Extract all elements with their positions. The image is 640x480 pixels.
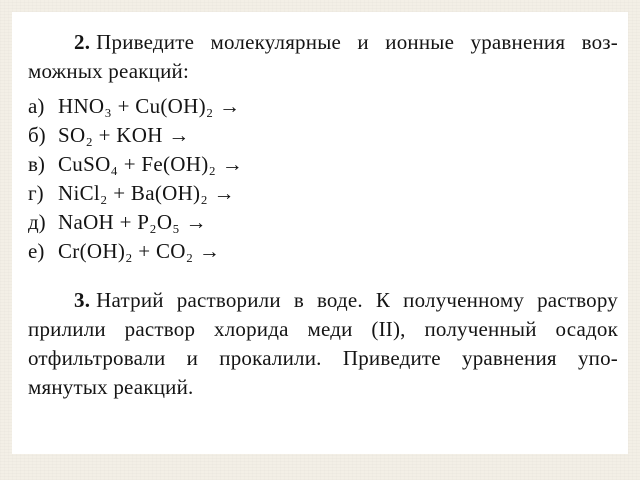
reaction-formula: CuSO₄ + Fe(OH)₂ →	[58, 152, 244, 176]
task-2-statement	[28, 28, 618, 86]
task-2	[28, 28, 618, 266]
reaction-marker: в)	[28, 152, 45, 176]
reaction-list	[28, 92, 618, 266]
slide-page	[12, 12, 628, 454]
task-3-statement	[28, 286, 618, 402]
reaction-marker: г)	[28, 181, 44, 205]
reaction-item	[28, 150, 618, 179]
reaction-formula: SO₂ + KOH →	[58, 123, 190, 147]
reaction-formula: HNO₃ + Cu(OH)₂ →	[58, 94, 241, 118]
task-3	[28, 286, 618, 402]
reaction-item	[28, 92, 618, 121]
reaction-marker: б)	[28, 123, 46, 147]
reaction-item	[28, 121, 618, 150]
reaction-item	[28, 208, 618, 237]
task-3-number: 3.	[74, 288, 91, 312]
reaction-formula: NiCl₂ + Ba(OH)₂ →	[58, 181, 235, 205]
reaction-marker: а)	[28, 94, 45, 118]
reaction-formula: Cr(OH)₂ + CO₂ →	[58, 239, 221, 263]
task-2-number: 2.	[74, 30, 91, 54]
reaction-formula: NaOH + P₂O₅ →	[58, 210, 207, 234]
task-3-text: Натрий растворили в воде. К полученному раствору прилили раствор хлорида меди (II), полученный осадок отфильтровали и прокалили. Приведите уравнения упо-мянутых реакций.	[28, 288, 618, 399]
reaction-marker: д)	[28, 210, 46, 234]
reaction-item	[28, 179, 618, 208]
reaction-marker: е)	[28, 239, 45, 263]
reaction-item	[28, 237, 618, 266]
task-2-text: Приведите молекулярные и ионные уравнения воз-можных реакций:	[28, 30, 618, 83]
